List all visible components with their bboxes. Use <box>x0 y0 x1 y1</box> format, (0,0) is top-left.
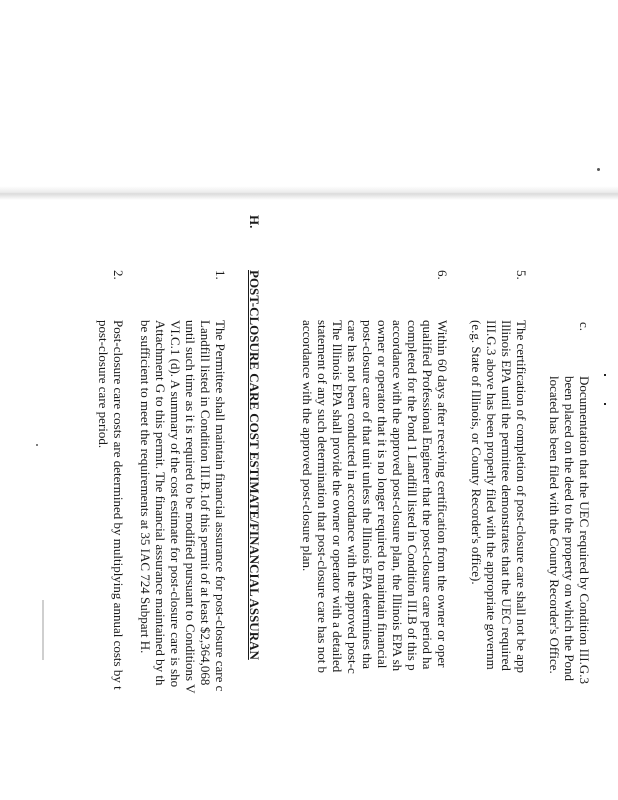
text-line: post-closure care of that unit unless the Illinois EPA determines tha <box>360 320 375 670</box>
text-line: Within 60 days after receiving certification from the owner or oper <box>435 320 450 668</box>
text-line: been placed on the deed to the property on which the Pond <box>562 376 577 682</box>
item-1-label: 1. <box>213 270 228 280</box>
text-line: post-closure care period. <box>96 320 111 449</box>
section-h-letter: H. <box>247 215 262 229</box>
text-line: The Permittee shall maintain financial assurance for post-closure care c <box>213 320 228 692</box>
text-line: The certification of completion of post-closure care shall not be app <box>514 320 529 674</box>
text-line: Attachment G to this permit. The financial assurance maintained by th <box>153 320 168 686</box>
text-line: located has been filed with the County Recorder's Office. <box>547 376 562 674</box>
text-line: (e.g. State of Illinois, or County Recorder's office). <box>469 320 484 585</box>
text-line: The Illinois EPA shall provide the owner or operator with a detailed <box>330 320 345 673</box>
item-2-label: 2. <box>111 270 126 280</box>
scan-mark <box>604 403 606 405</box>
text-line: Landfill listed in Condition III.B.1of this permit of at least $2,364,068 <box>198 320 213 686</box>
text-line: until such time as it is required to be modified pursuant to Conditions V <box>183 320 198 694</box>
text-line: accordance with the approved post-closure plan. <box>300 320 315 572</box>
text-line: Documentation that the UEC required by Condition III.G.3 <box>577 376 592 684</box>
item-6-text <box>300 320 450 674</box>
item-5-text <box>469 320 529 673</box>
item-1-text <box>138 320 228 693</box>
section-h-title: POST-CLOSURE CARE COST ESTIMATE/FINANCIAL ASSURAN <box>247 270 262 660</box>
item-6-label: 6. <box>435 270 450 280</box>
text-line: Illinois EPA until the permittee demonstrates that the UEC required <box>499 320 514 671</box>
text-line: accordance with the approved post-closure plan, the Illinois EPA sh <box>390 320 405 672</box>
text-line: statement of any such determination that post-closure care has not b <box>315 320 330 674</box>
text-line: care has not been conducted in accordance with the approved post-c <box>345 320 360 674</box>
item-5-label: 5. <box>514 270 529 280</box>
text-line: VI.C.1 (d). A summary of the cost estimate for post-closure care is sho <box>168 320 183 688</box>
scan-mark <box>604 374 606 376</box>
item-c-text <box>547 376 592 684</box>
text-line: Post-closure care costs are determined by multiplying annual costs by t <box>111 320 126 690</box>
text-line: completed for the Pond 1 Landfill listed in Condition III.B of this p <box>405 320 420 671</box>
text-line: owner or operator that it is no longer required to maintain financial <box>375 320 390 669</box>
text-line: qualified Professional Engineer that the post-closure care period ha <box>420 320 435 670</box>
text-line: III.G.3 above has been properly filed with the appropriate governm <box>484 320 499 670</box>
item-c-label: c. <box>577 322 592 332</box>
item-2-text <box>96 320 126 690</box>
text-line: be sufficient to meet the requirements at 35 IAC 724 Subpart H. <box>138 320 153 654</box>
